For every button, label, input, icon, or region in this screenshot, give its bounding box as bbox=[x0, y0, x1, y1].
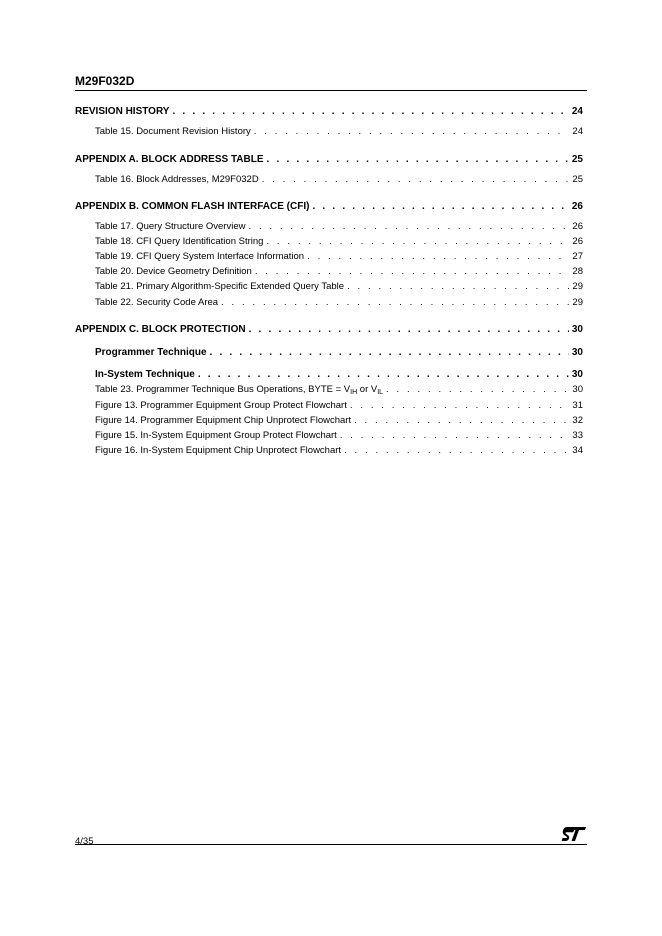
document-title: M29F032D bbox=[75, 74, 135, 88]
toc-entry-title: Figure 13. Programmer Equipment Group Protect Flowchart bbox=[95, 400, 347, 411]
toc-entry-page: 34 bbox=[572, 445, 583, 456]
toc-entry-page: 30 bbox=[571, 369, 583, 380]
toc-entry-figure-16[interactable] bbox=[95, 445, 583, 456]
toc-entry-table-23[interactable] bbox=[95, 384, 583, 395]
toc-entry-title bbox=[95, 384, 383, 395]
dot-leader bbox=[267, 154, 569, 165]
toc-entry-title: Table 15. Document Revision History bbox=[95, 126, 251, 137]
toc-title-prefix: Table 23. Programmer Technique Bus Operations, BYTE = V bbox=[95, 384, 351, 395]
header-divider bbox=[75, 90, 587, 91]
toc-entry-revision-history[interactable] bbox=[75, 106, 583, 117]
toc-entry-page: 26 bbox=[571, 201, 583, 212]
toc-entry-table-22[interactable] bbox=[95, 297, 583, 308]
toc-entry-table-21[interactable] bbox=[95, 281, 583, 292]
toc-entry-page: 28 bbox=[572, 266, 583, 277]
footer-divider bbox=[75, 844, 587, 845]
toc-entry-title: Table 16. Block Addresses, M29F032D bbox=[95, 174, 259, 185]
dot-leader bbox=[354, 415, 569, 426]
dot-leader bbox=[344, 445, 569, 456]
toc-entry-page: 26 bbox=[572, 236, 583, 247]
dot-leader bbox=[307, 251, 569, 262]
dot-leader bbox=[198, 369, 569, 380]
toc-entry-table-16[interactable] bbox=[95, 174, 583, 185]
toc-entry-figure-13[interactable] bbox=[95, 400, 583, 411]
toc-entry-page: 25 bbox=[572, 174, 583, 185]
toc-entry-table-17[interactable] bbox=[95, 221, 583, 232]
toc-entry-title: Table 17. Query Structure Overview bbox=[95, 221, 246, 232]
toc-entry-in-system-technique[interactable] bbox=[95, 369, 583, 380]
dot-leader bbox=[221, 297, 569, 308]
dot-leader bbox=[262, 174, 570, 185]
toc-entry-title: Figure 16. In-System Equipment Chip Unprotect Flowchart bbox=[95, 445, 342, 456]
toc-title-mid: or V bbox=[357, 384, 378, 395]
toc-entry-page: 24 bbox=[572, 126, 583, 137]
toc-entry-page: 27 bbox=[572, 251, 583, 262]
dot-leader bbox=[255, 266, 570, 277]
st-logo-icon bbox=[561, 826, 587, 842]
page-number: 4/35 bbox=[75, 836, 94, 847]
toc-entry-title: APPENDIX A. BLOCK ADDRESS TABLE bbox=[75, 154, 264, 165]
toc-entry-title: Programmer Technique bbox=[95, 347, 207, 358]
toc-entry-appendix-c[interactable] bbox=[75, 324, 583, 335]
toc-entry-table-20[interactable] bbox=[95, 266, 583, 277]
dot-leader bbox=[172, 106, 568, 117]
dot-leader bbox=[249, 324, 569, 335]
toc-entry-programmer-technique[interactable] bbox=[95, 347, 583, 358]
toc-entry-page: 31 bbox=[572, 400, 583, 411]
subscript-ih: IH bbox=[350, 389, 358, 395]
toc-entry-page: 30 bbox=[571, 347, 583, 358]
dot-leader bbox=[210, 347, 569, 358]
dot-leader bbox=[266, 236, 569, 247]
toc-entry-table-19[interactable] bbox=[95, 251, 583, 262]
toc-entry-page: 25 bbox=[571, 154, 583, 165]
toc-entry-page: 30 bbox=[572, 384, 583, 395]
toc-entry-title: APPENDIX C. BLOCK PROTECTION bbox=[75, 324, 246, 335]
dot-leader bbox=[347, 281, 569, 292]
dot-leader bbox=[386, 384, 569, 395]
dot-leader bbox=[312, 201, 568, 212]
toc-entry-page: 33 bbox=[572, 430, 583, 441]
toc-entry-page: 32 bbox=[572, 415, 583, 426]
toc-entry-figure-15[interactable] bbox=[95, 430, 583, 441]
toc-entry-title: Table 20. Device Geometry Definition bbox=[95, 266, 252, 277]
toc-entry-title: Table 18. CFI Query Identification String bbox=[95, 236, 264, 247]
toc-entry-title: REVISION HISTORY bbox=[75, 106, 170, 117]
toc-entry-page: 24 bbox=[571, 106, 583, 117]
toc-entry-table-15[interactable] bbox=[95, 126, 583, 137]
toc-entry-appendix-a[interactable] bbox=[75, 154, 583, 165]
toc-entry-page: 29 bbox=[572, 281, 583, 292]
toc-entry-title: Table 22. Security Code Area bbox=[95, 297, 219, 308]
dot-leader bbox=[254, 126, 570, 137]
dot-leader bbox=[340, 430, 570, 441]
toc-entry-appendix-b[interactable] bbox=[75, 201, 583, 212]
toc-entry-title: Table 21. Primary Algorithm-Specific Extended Query Table bbox=[95, 281, 345, 292]
toc-entry-page: 30 bbox=[571, 324, 583, 335]
toc-entry-page: 26 bbox=[572, 221, 583, 232]
toc-entry-title: Figure 14. Programmer Equipment Chip Unprotect Flowchart bbox=[95, 415, 352, 426]
dot-leader bbox=[248, 221, 569, 232]
toc-entry-page: 29 bbox=[572, 297, 583, 308]
subscript-il: IL bbox=[377, 389, 384, 395]
toc-entry-title: Table 19. CFI Query System Interface Information bbox=[95, 251, 305, 262]
toc-entry-table-18[interactable] bbox=[95, 236, 583, 247]
toc-entry-figure-14[interactable] bbox=[95, 415, 583, 426]
toc-entry-title: Figure 15. In-System Equipment Group Protect Flowchart bbox=[95, 430, 337, 441]
toc-entry-title: In-System Technique bbox=[95, 369, 195, 380]
toc-entry-title: APPENDIX B. COMMON FLASH INTERFACE (CFI) bbox=[75, 201, 310, 212]
dot-leader bbox=[350, 400, 570, 411]
